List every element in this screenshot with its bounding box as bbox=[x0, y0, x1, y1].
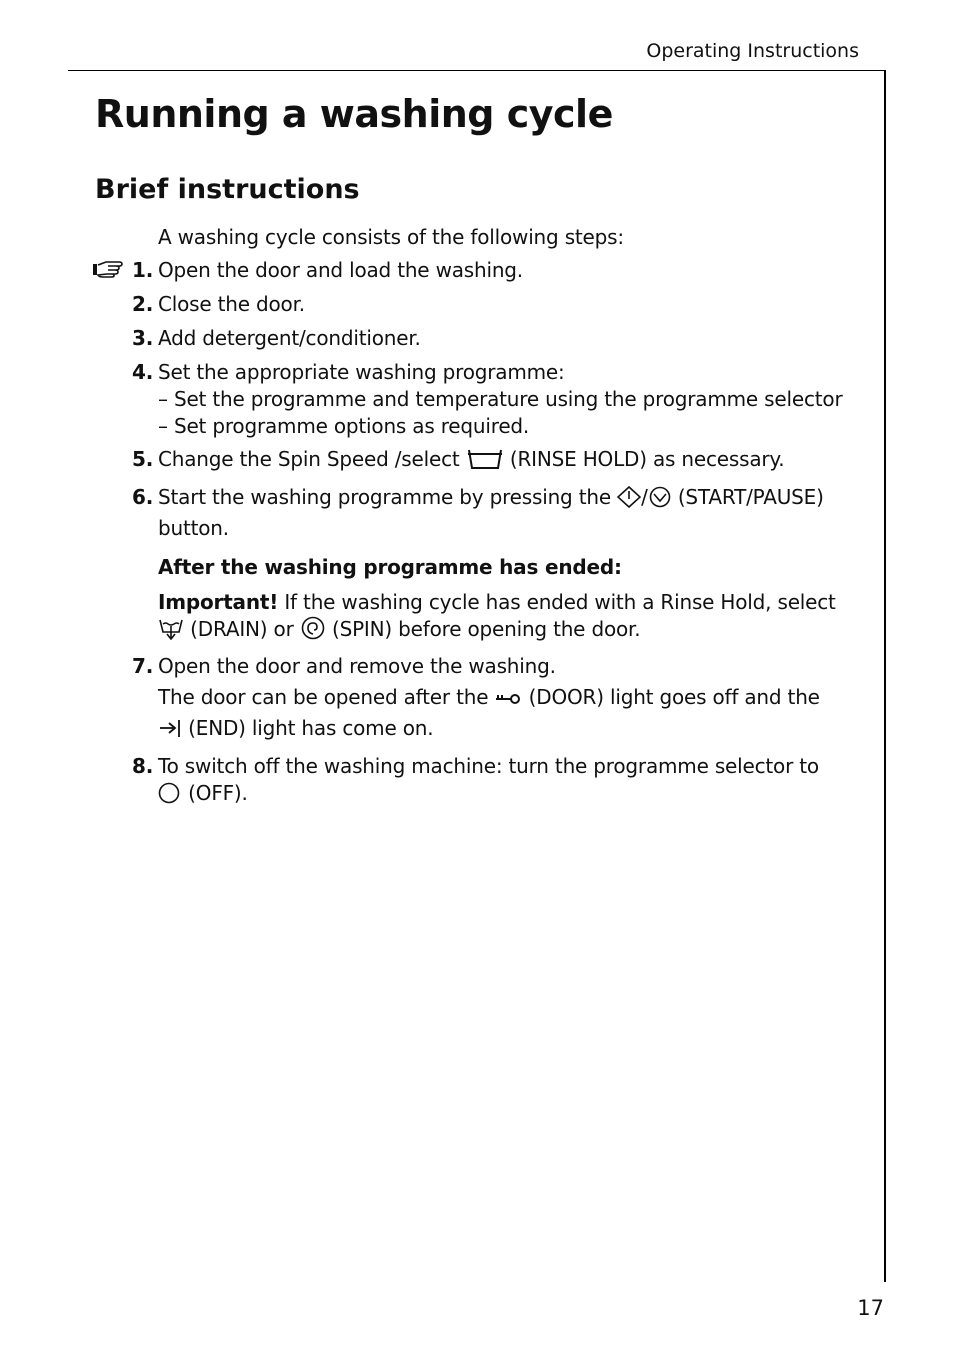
step-text: Add detergent/conditioner. bbox=[158, 326, 421, 350]
step-note: (END) light has come on. bbox=[188, 716, 434, 740]
step-7 bbox=[132, 653, 858, 746]
intro-text: A washing cycle consists of the following steps: bbox=[158, 225, 624, 249]
step-number: 5. bbox=[132, 447, 154, 471]
step-text: Open the door and remove the washing. bbox=[158, 654, 556, 678]
step-1 bbox=[132, 257, 858, 284]
door-key-icon bbox=[494, 688, 522, 715]
step-text: Set the appropriate washing programme: bbox=[158, 360, 565, 384]
after-heading: After the washing programme has ended: bbox=[158, 555, 622, 579]
step-number: 7. bbox=[132, 654, 154, 678]
step-4 bbox=[132, 359, 858, 440]
step-subitem: – Set the programme and temperature using the programme selector bbox=[158, 387, 843, 411]
step-note: The door can be opened after the bbox=[158, 685, 489, 709]
important-text: (DRAIN) or bbox=[190, 617, 294, 641]
step-6: 6. Start the washing programme by pressing the / (START/PAUSE) button. bbox=[158, 484, 858, 542]
step-2 bbox=[132, 291, 858, 318]
page-number: 17 bbox=[857, 1296, 884, 1320]
step-text: (RINSE HOLD) as necessary. bbox=[509, 447, 785, 471]
step-text: (START/PAUSE) bbox=[677, 485, 824, 509]
step-text: Open the door and load the washing. bbox=[158, 258, 523, 282]
step-text: button. bbox=[158, 516, 229, 540]
pause-icon bbox=[648, 486, 672, 515]
step-text: (OFF). bbox=[188, 781, 248, 805]
instructions bbox=[132, 224, 858, 811]
header-rule bbox=[68, 70, 886, 71]
step-number: 2. bbox=[132, 292, 154, 316]
step-number: 1. bbox=[132, 258, 154, 282]
start-icon bbox=[617, 486, 641, 515]
step-subitem: – Set programme options as required. bbox=[158, 414, 530, 438]
step-text: Change the Spin Speed /select bbox=[158, 447, 460, 471]
spin-icon bbox=[300, 616, 326, 647]
step-number: 3. bbox=[132, 326, 154, 350]
important-text: (SPIN) before opening the door. bbox=[331, 617, 641, 641]
rinse-hold-icon bbox=[466, 448, 504, 477]
step-number: 4. bbox=[132, 360, 154, 384]
header-section: Operating Instructions bbox=[646, 40, 859, 62]
important-text: If the washing cycle has ended with a Rinse Hold, select bbox=[284, 590, 836, 614]
off-circle-icon bbox=[158, 782, 182, 811]
step-text: To switch off the washing machine: turn the programme selector to bbox=[158, 754, 819, 778]
step-text: Close the door. bbox=[158, 292, 305, 316]
important-note bbox=[158, 589, 858, 647]
step-number: 6. bbox=[132, 485, 154, 509]
end-arrow-icon bbox=[158, 717, 182, 746]
step-5 bbox=[132, 446, 858, 477]
step-8 bbox=[132, 753, 858, 811]
pointing-hand-icon bbox=[92, 258, 124, 285]
step-3 bbox=[132, 325, 858, 352]
section-subtitle: Brief instructions bbox=[95, 174, 360, 205]
step-note: (DOOR) light goes off and the bbox=[528, 685, 820, 709]
important-label: Important! bbox=[158, 590, 279, 614]
margin-rule bbox=[884, 70, 886, 1282]
step-number: 8. bbox=[132, 754, 154, 778]
drain-icon bbox=[158, 618, 184, 647]
step-text: Start the washing programme by pressing the bbox=[158, 485, 611, 509]
page-title: Running a washing cycle bbox=[95, 92, 613, 136]
